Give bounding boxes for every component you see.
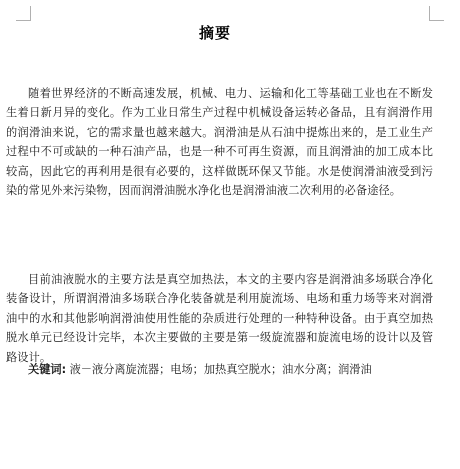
- page-corner-mark-left: [16, 6, 31, 21]
- page-corner-mark-right: [429, 6, 444, 21]
- keywords-list: 液－液分离旋流器；电场；加热真空脱水；油水分离；润滑油: [66, 363, 372, 376]
- abstract-paragraph-2: 目前油液脱水的主要方法是真空加热法，本文的主要内容是润滑油多场联合净化装备设计，所谓润滑油多场联合净化装备就是利用旋流场、电场和重力场等来对润滑油中的水和其他影响润滑油使用性能的杂质进行处理的一种特种设备。由于真空加热脱水单元已经设计完毕，本次主要做的主要是第一级旋流器和旋流电场的设计以及管路设计。: [6, 273, 433, 364]
- abstract-paragraph-1: 随着世界经济的不断高速发展，机械、电力、运输和化工等基础工业也在不断发生着日新月异的变化。作为工业日常生产过程中机械设备运转必备品，且有润滑作用的润滑油来说，它的需求量也越来越大。润滑油是从石油中提炼出来的，是工业生产过程中不可或缺的一种石油产品，也是一种不可再生资源，而且润滑油的加工成本比较高，因此它的再利用是很有必要的，这样做既环保又节能。水是使润滑油液受到污染的常见外来污染物，因而润滑油脱水净化也是润滑油液二次利用的必备途径。: [6, 87, 433, 198]
- abstract-title: 摘要: [198, 24, 231, 42]
- keywords-line: [28, 360, 372, 379]
- keywords-label: 关键词:: [28, 363, 67, 376]
